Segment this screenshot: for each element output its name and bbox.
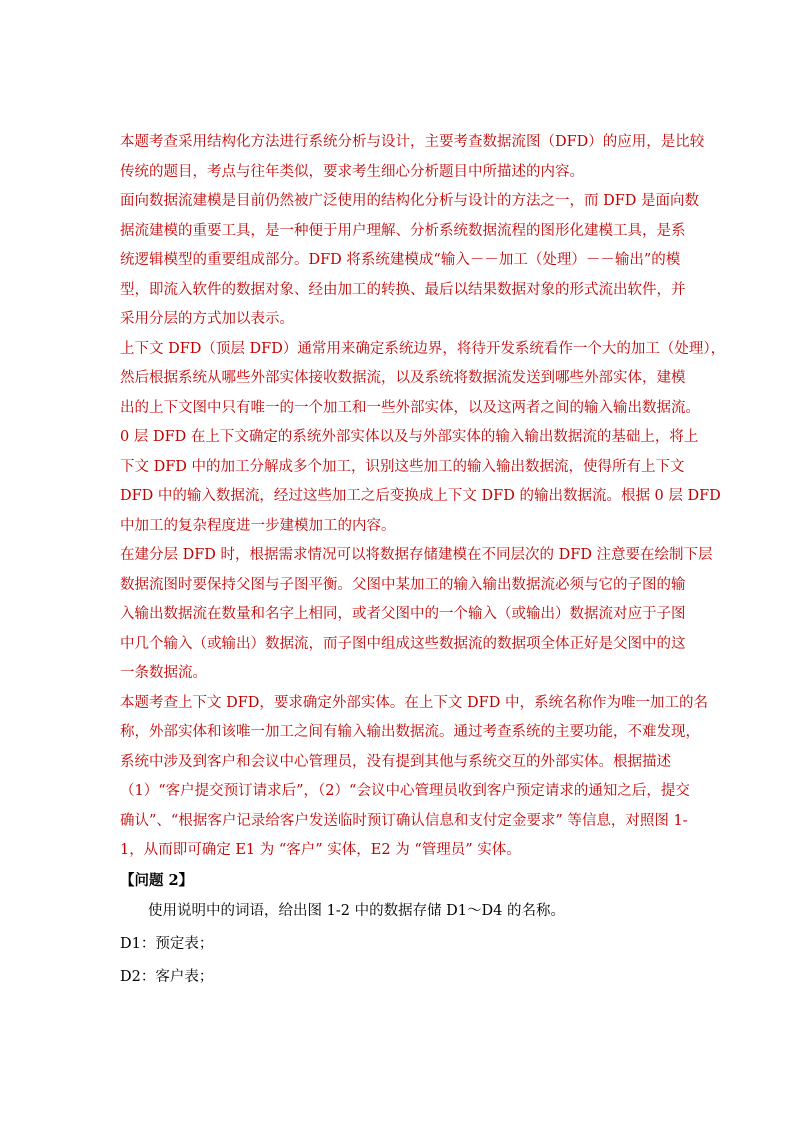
explanation-paragraph-1 bbox=[120, 128, 705, 187]
question-2-prompt: 使用说明中的词语，给出图 1-2 中的数据存储 D1～D4 的名称。 bbox=[148, 903, 565, 919]
text-line: 采用分层的方式加以表示。 bbox=[120, 311, 294, 327]
text-line: 中加工的复杂程度进一步建模加工的内容。 bbox=[120, 517, 396, 534]
text-line: 系统中涉及到客户和会议中心管理员，没有提到其他与系统交互的外部实体。根据描述 bbox=[120, 753, 671, 770]
text-line: 称，外部实体和该唯一加工之间有输入输出数据流。通过考查系统的主要功能，不难发现， bbox=[120, 724, 700, 740]
explanation-paragraph-5 bbox=[120, 689, 708, 866]
question-2-heading: 【问题 2】 bbox=[120, 871, 194, 889]
document-content bbox=[120, 128, 726, 994]
text-line: 出的上下文图中只有唯一的一个加工和一些外部实体，以及这两者之间的输入输出数据流。 bbox=[120, 399, 700, 416]
text-line: 1，从而即可确定 E1 为 “客户” 实体，E2 为 “管理员” 实体。 bbox=[120, 842, 521, 858]
text-line: 上下文 DFD（顶层 DFD）通常用来确定系统边界，将待开发系统看作一个大的加工（处理）， bbox=[120, 340, 726, 357]
text-line: （1）“客户提交预订请求后”，（2）“会议中心管理员收到客户预定请求的通知之后，提交 bbox=[120, 783, 690, 799]
text-line: 入输出数据流在数量和名字上相同，或者父图中的一个输入（或输出）数据流对应于子图 bbox=[120, 606, 686, 622]
text-line: 型，即流入软件的数据对象、经由加工的转换、最后以结果数据对象的形式流出软件，并 bbox=[120, 281, 686, 298]
text-line: 据流建模的重要工具，是一种便于用户理解、分析系统数据流程的图形化建模工具，是系 bbox=[120, 222, 686, 239]
explanation-paragraph-4 bbox=[120, 541, 713, 689]
text-line: 在建分层 DFD 时，根据需求情况可以将数据存储建模在不同层次的 DFD 注意要在绘制下层 bbox=[120, 547, 713, 563]
text-line: 本题考查采用结构化方法进行系统分析与设计，主要考查数据流图（DFD）的应用，是比较 bbox=[120, 134, 705, 150]
text-line: 然后根据系统从哪些外部实体接收数据流，以及系统将数据流发送到哪些外部实体，建模 bbox=[120, 370, 686, 386]
explanation-paragraph-3 bbox=[120, 335, 726, 542]
answer-d2: D2：客户表； bbox=[120, 969, 214, 985]
text-line: 下文 DFD 中的加工分解成多个加工，识别这些加工的输入输出数据流，使得所有上下文 bbox=[120, 458, 685, 475]
text-line: 数据流图时要保持父图与子图平衡。父图中某加工的输入输出数据流必须与它的子图的输 bbox=[120, 576, 686, 593]
text-line: 统逻辑模型的重要组成部分。DFD 将系统建模成“输入－－加工（处理）－－输出”的模 bbox=[120, 252, 681, 268]
text-line: 中几个输入（或输出）数据流，而子图中组成这些数据流的数据项全体正好是父图中的这 bbox=[120, 635, 686, 652]
explanation-paragraph-2 bbox=[120, 187, 700, 335]
text-line: 0 层 DFD 在上下文确定的系统外部实体以及与外部实体的输入输出数据流的基础上，将上 bbox=[120, 429, 699, 445]
text-line: 一条数据流。 bbox=[120, 665, 207, 681]
text-line: 本题考查上下文 DFD，要求确定外部实体。在上下文 DFD 中，系统名称作为唯一加工的名 bbox=[120, 694, 708, 711]
text-line: DFD 中的输入数据流，经过这些加工之后变换成上下文 DFD 的输出数据流。根据 0 层 DFD bbox=[120, 488, 721, 504]
text-line: 确认”、“根据客户记录给客户发送临时预订确认信息和支付定金要求” 等信息，对照图 1- bbox=[120, 812, 688, 829]
answer-d1: D1：预定表； bbox=[120, 936, 214, 952]
text-line: 面向数据流建模是目前仍然被广泛使用的结构化分析与设计的方法之一，而 DFD 是面向数 bbox=[120, 193, 700, 209]
text-line: 传统的题目，考点与往年类似，要求考生细心分析题目中所描述的内容。 bbox=[120, 163, 584, 180]
